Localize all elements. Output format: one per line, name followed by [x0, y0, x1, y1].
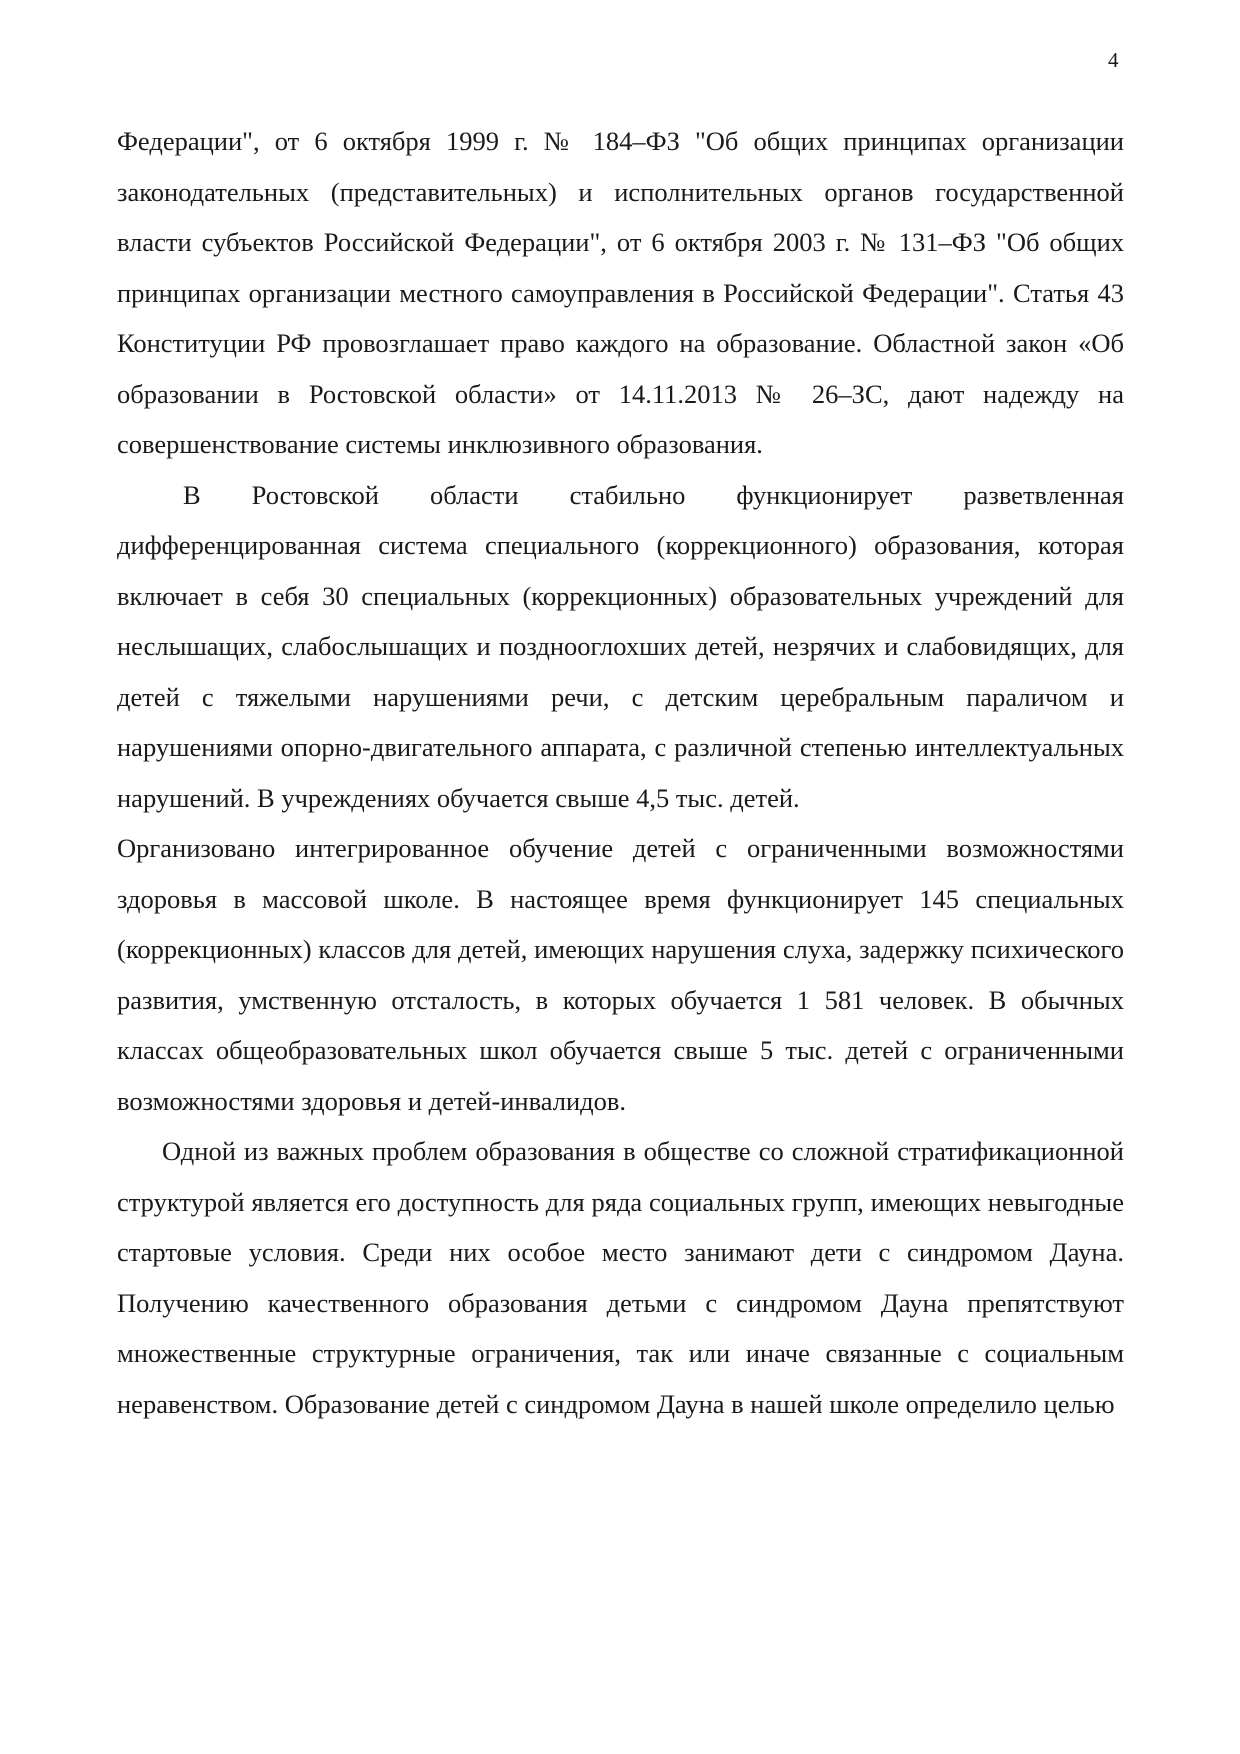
paragraph-rostov-system: В Ростовской области стабильно функционирует разветвленная дифференцированная система специального (коррекционного) образования, которая включает в себя 30 специальных (коррекционных) образовательных учреждений для неслышащих, слабослышащих и позднооглохших детей, незрячих и слабовидящих, для детей с тяжелыми нарушениями речи, с детским церебральным параличом и нарушениями опорно-двигательного аппарата, с различной степенью интеллектуальных нарушений. В учреждениях обучается свыше 4,5 тыс. детей. — [117, 479, 1124, 813]
paragraph-down-syndrome: Одной из важных проблем образования в обществе со сложной стратификационной структурой является его доступность для ряда социальных групп, имеющих невыгодные стартовые условия. Среди них особое место занимают дети с синдромом Дауна. Получению качественного образования детьми с синдромом Дауна препятствуют множественные структурные ограничения, так или иначе связанные с социальным неравенством. Образование детей с синдромом Дауна в нашей школе определило целью — [117, 1136, 1124, 1419]
document-body — [117, 116, 1124, 1429]
paragraph-integrated-learning: Организовано интегрированное обучение детей с ограниченными возможностями здоровья в массовой школе. В настоящее время функционирует 145 специальных (коррекционных) классов для детей, имеющих нарушения слуха, задержку психического развития, умственную отсталость, в которых обучается 1 581 человек. В обычных классах общеобразовательных школ обучается свыше 5 тыс. детей с ограниченными возможностями здоровья и детей-инвалидов. — [117, 833, 1124, 1116]
paragraph-laws: Федерации", от 6 октября 1999 г. № 184–ФЗ "Об общих принципах организации законодательных (представительных) и исполнительных органов государственной власти субъектов Российской Федерации", от 6 октября 2003 г. № 131–ФЗ "Об общих принципах организации местного самоуправления в Российской Федерации". Статья 43 Конституции РФ провозглашает право каждого на образование. Областной закон «Об образовании в Ростовской области» от 14.11.2013 № 26–ЗС, дают надежду на совершенствование системы инклюзивного образования. — [117, 126, 1124, 459]
page-number: 4 — [1108, 48, 1119, 72]
